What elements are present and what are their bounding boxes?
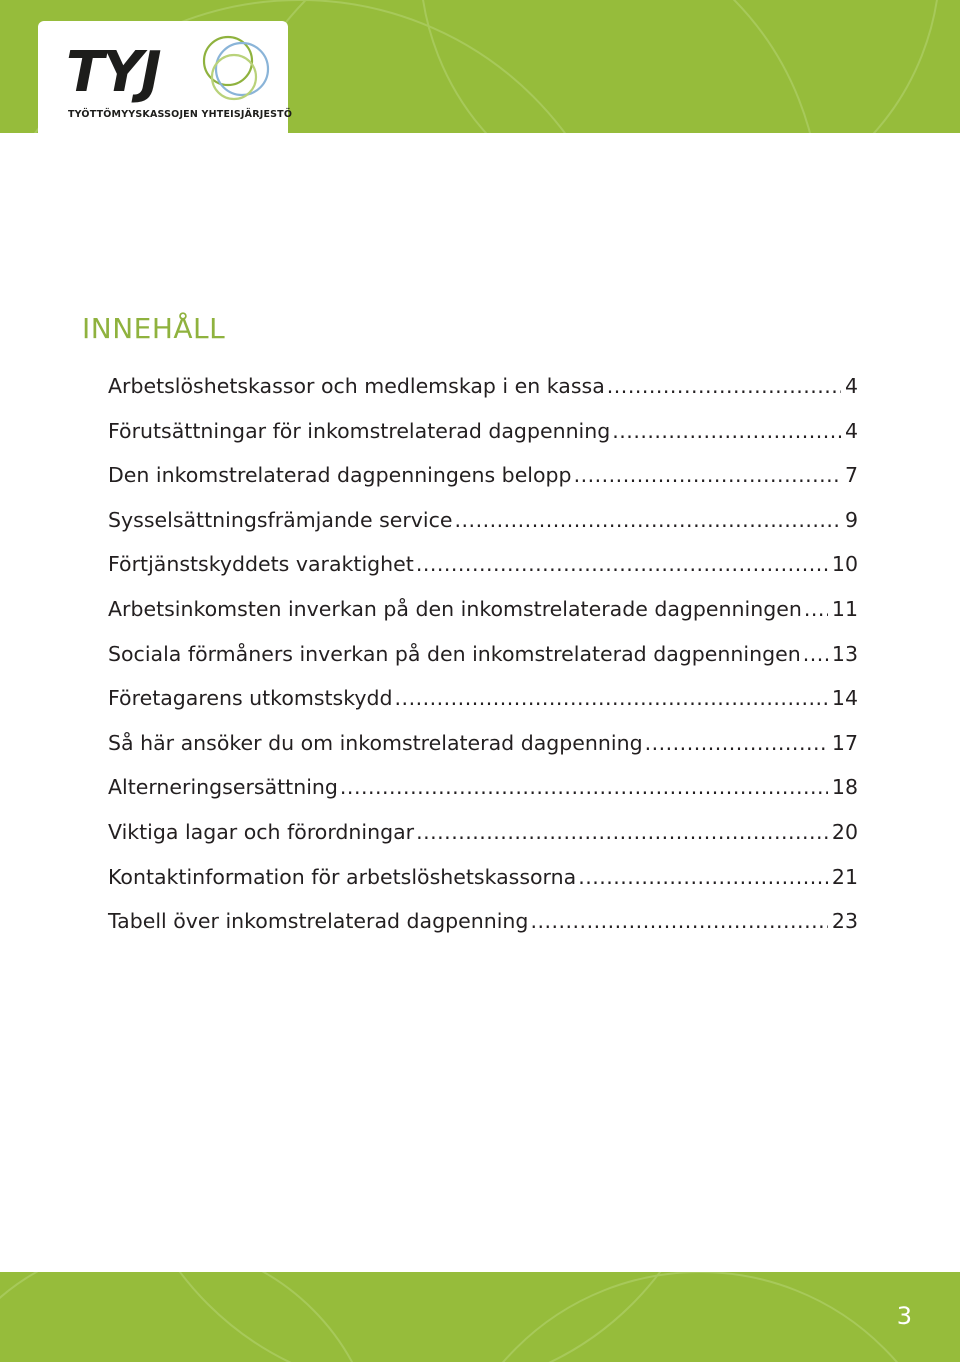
toc-entry[interactable] (108, 589, 858, 634)
logo-subtitle: TYÖTTÖMYYSKASSOJEN YHTEISJÄRJESTÖ (68, 109, 293, 120)
toc-entry[interactable] (108, 767, 858, 812)
toc-entry[interactable] (108, 366, 858, 411)
footer-band (0, 1272, 960, 1362)
toc-leader-dots (340, 767, 828, 807)
toc-entry-title: Företagarens utkomstskydd (108, 686, 393, 711)
toc-entry-page: 10 (831, 552, 858, 577)
toc-entry-page: 4 (844, 374, 858, 398)
toc-list (108, 366, 858, 946)
toc-entry[interactable] (108, 411, 858, 456)
logo-rings-icon (190, 29, 286, 109)
toc-entry-title: Sociala förmåners inverkan på den inkomstrelaterad dagpenningen (108, 641, 801, 666)
toc-entry[interactable] (108, 723, 858, 768)
toc-entry-page: 14 (831, 686, 858, 711)
toc-entry-page: 17 (831, 730, 858, 755)
toc-leader-dots (530, 901, 827, 941)
toc-leader-dots (607, 366, 841, 406)
toc-leader-dots (416, 812, 828, 852)
toc-entry-title: Förtjänstskyddets varaktighet (108, 552, 414, 577)
toc-entry-page: 11 (831, 596, 858, 621)
toc-entry-page: 13 (831, 641, 858, 666)
toc-entry-page: 18 (831, 775, 858, 800)
toc-entry[interactable] (108, 812, 858, 857)
logo-letters: TYJ (66, 40, 160, 105)
toc-leader-dots (803, 634, 828, 674)
toc-entry[interactable] (108, 678, 858, 723)
toc-entry-title: Kontaktinformation för arbetslöshetskassorna (108, 864, 577, 889)
toc-leader-dots (578, 857, 828, 897)
toc-entry-title: Viktiga lagar och förordningar (108, 819, 415, 844)
toc-entry-page: 23 (831, 909, 858, 934)
toc-entry-title: Sysselsättningsfrämjande service (108, 507, 453, 532)
toc-entry-title: Den inkomstrelaterad dagpenningens belopp (108, 463, 572, 488)
toc-entry-page: 9 (844, 507, 858, 532)
toc-leader-dots (395, 678, 828, 718)
logo (38, 21, 293, 133)
toc-entry-page: 7 (844, 463, 858, 488)
toc-entry[interactable] (108, 544, 858, 589)
toc-heading: INNEHÅLL (82, 312, 226, 345)
toc-entry-title: Arbetsinkomsten inverkan på den inkomstrelaterade dagpenningen (108, 596, 802, 621)
toc-leader-dots (416, 544, 828, 584)
toc-leader-dots (804, 589, 828, 629)
toc-leader-dots (574, 455, 841, 495)
toc-entry-page: 20 (831, 819, 858, 844)
page-number: 3 (896, 1302, 912, 1330)
toc-entry-page: 4 (844, 418, 858, 443)
toc-leader-dots (455, 500, 841, 540)
toc-entry[interactable] (108, 455, 858, 500)
decorative-circles (0, 1272, 960, 1362)
toc-entry-title: Alterneringsersättning (108, 775, 338, 800)
toc-entry-title: Arbetslöshetskassor och medlemskap i en kassa (108, 374, 605, 398)
toc-entry[interactable] (108, 857, 858, 902)
toc-entry-title: Tabell över inkomstrelaterad dagpenning (108, 909, 529, 934)
toc-leader-dots (645, 723, 828, 763)
toc-entry[interactable] (108, 901, 858, 946)
toc-entry[interactable] (108, 634, 858, 679)
toc-leader-dots (612, 411, 841, 451)
toc-entry[interactable] (108, 500, 858, 545)
toc-entry-title: Förutsättningar för inkomstrelaterad dagpenning (108, 418, 611, 443)
toc-entry-title: Så här ansöker du om inkomstrelaterad dagpenning (108, 730, 643, 755)
header-band (0, 0, 960, 133)
toc-entry-page: 21 (831, 864, 858, 889)
